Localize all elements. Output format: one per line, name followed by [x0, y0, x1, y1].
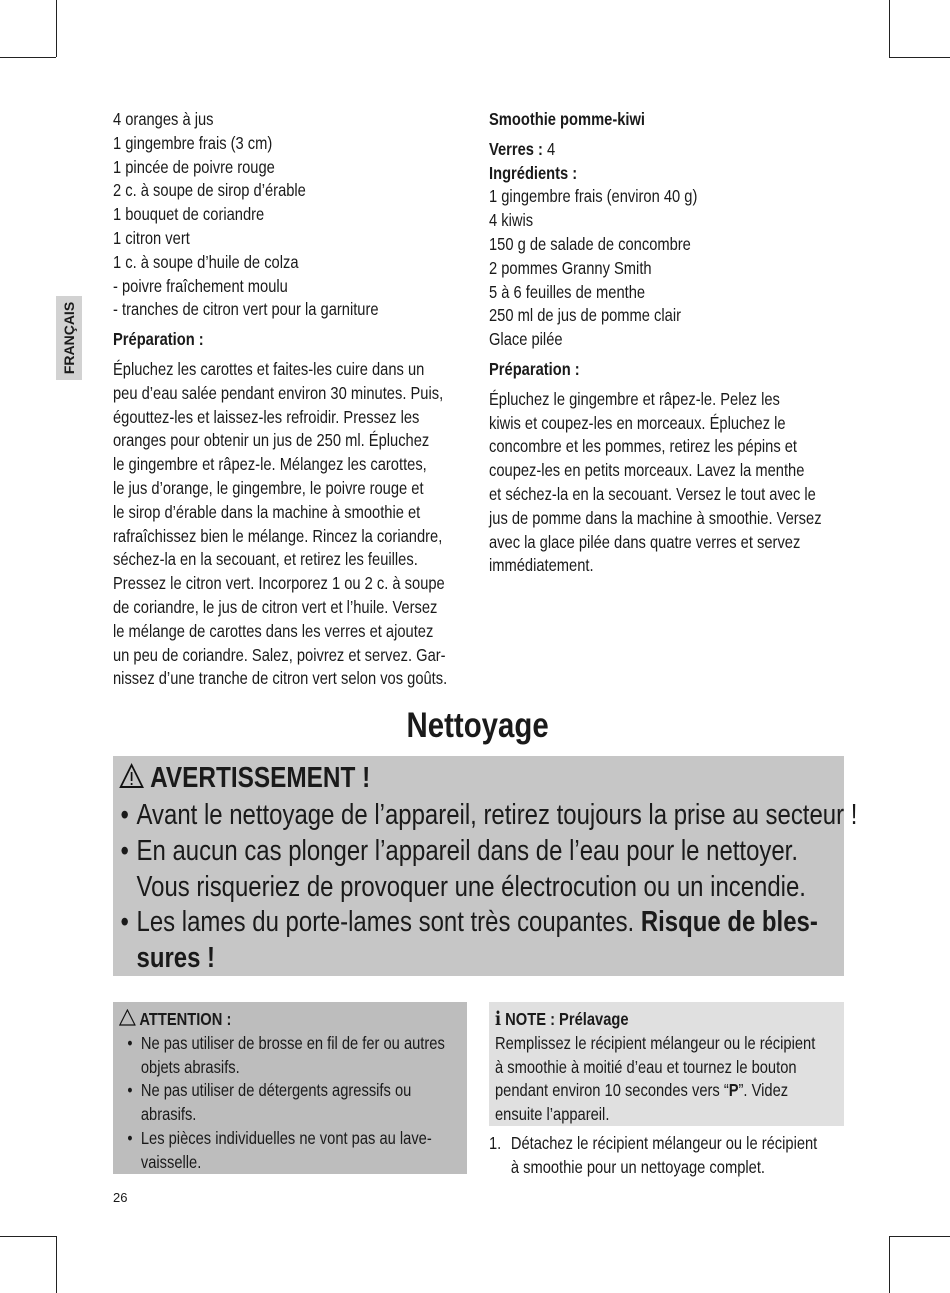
prep-line: rafraîchissez bien le mélange. Rincez la coriandre,	[113, 525, 443, 546]
prep-line: le mélange de carottes dans les verres et ajoutez	[113, 620, 434, 641]
attention-item	[119, 1032, 445, 1056]
ingredients-label: Ingrédients :	[489, 162, 578, 183]
note-title: NOTE : Prélavage	[505, 1009, 629, 1029]
prep-line: et séchez-la en la secouant. Versez le tout avec le	[489, 483, 816, 504]
prep-line: kiwis et coupez-les en morceaux. Épluchez le	[489, 412, 786, 433]
warning-box	[113, 756, 858, 976]
ingredient-list	[489, 185, 822, 352]
ingredient-item: 5 à 6 feuilles de menthe	[489, 281, 646, 302]
recipe-title: Smoothie pomme-kiwi	[489, 109, 646, 129]
prep-line: coupez-les en petits morceaux. Lavez la menthe	[489, 460, 805, 481]
ingredient-item: 1 pincée de poivre rouge	[113, 156, 275, 177]
glasses-value: 4	[542, 138, 556, 159]
warning-item: En aucun cas plonger l’appareil dans de l’eau pour le nettoyer.	[136, 834, 798, 867]
warning-triangle-icon	[119, 763, 144, 789]
ingredient-item: 4 oranges à jus	[113, 109, 214, 129]
ingredient-item: 1 gingembre frais (environ 40 g)	[489, 186, 698, 207]
prep-line: oranges pour obtenir un jus de 250 ml. Épluchez	[113, 430, 430, 451]
attention-text: vaisselle.	[140, 1151, 202, 1172]
warning-item: Les lames du porte-lames sont très coupantes.	[136, 906, 641, 939]
attention-item	[119, 1056, 445, 1080]
ingredient-item: 2 c. à soupe de sirop d’érable	[113, 180, 306, 201]
attention-list	[119, 1032, 445, 1175]
bullet: •	[120, 906, 129, 939]
ingredient-item: 250 ml de jus de pomme clair	[489, 305, 682, 326]
prep-line: Pressez le citron vert. Incorporez 1 ou 2 c. à soupe	[113, 573, 445, 594]
note-line: pendant environ 10 secondes vers “	[495, 1080, 729, 1101]
warning-item: Avant le nettoyage de l’appareil, retirez toujours la prise au secteur !	[136, 799, 858, 831]
prep-text	[489, 388, 822, 578]
ingredient-item: 4 kiwis	[489, 210, 534, 231]
prep-line: immédiatement.	[489, 555, 594, 576]
prep-heading: Préparation :	[489, 358, 580, 379]
prep-text	[113, 358, 447, 691]
prep-line: le sirop d’érable dans la machine à smoothie et	[113, 501, 421, 522]
page-number: 26	[113, 1190, 128, 1205]
note-box	[489, 1002, 844, 1126]
prep-line: nissez d’une tranche de citron vert selon vos goûts.	[113, 668, 448, 689]
caution-triangle-icon	[119, 1009, 136, 1026]
attention-text: objets abrasifs.	[140, 1056, 240, 1077]
prep-line: un peu de coriandre. Salez, poivrez et servez. Gar-	[113, 644, 446, 665]
step-text: Détachez le récipient mélangeur ou le récipient	[510, 1133, 818, 1153]
language-label: FRANÇAIS	[61, 301, 77, 375]
attention-item	[119, 1127, 445, 1151]
prep-line: peu d’eau salée pendant environ 30 minutes. Puis,	[113, 382, 444, 403]
ingredient-item: - tranches de citron vert pour la garniture	[113, 299, 379, 320]
ingredient-item: 150 g de salade de concombre	[489, 233, 691, 254]
warning-title: AVERTISSEMENT !	[119, 762, 370, 795]
attention-text: abrasifs.	[140, 1104, 197, 1125]
section-title: Nettoyage	[406, 706, 550, 745]
ingredient-item: 1 bouquet de coriandre	[113, 204, 265, 225]
bullet: •	[127, 1032, 133, 1053]
note-line: ”. Videz	[738, 1080, 789, 1101]
prep-line: égouttez-les et laissez-les refroidir. Pressez les	[113, 406, 420, 427]
attention-title: ATTENTION :	[139, 1009, 232, 1029]
right-column	[489, 108, 885, 578]
left-column	[113, 108, 511, 691]
language-tab	[56, 296, 82, 380]
ingredient-item: - poivre fraîchement moulu	[113, 275, 288, 296]
prep-line: le gingembre et râpez-le. Mélangez les carottes,	[113, 454, 427, 475]
prep-line: Épluchez les carottes et faites-les cuire dans un	[113, 358, 425, 379]
prep-line: concombre et les pommes, retirez les pépins et	[489, 436, 798, 457]
info-icon: i	[495, 1008, 502, 1030]
attention-item	[119, 1103, 445, 1127]
bullet: •	[120, 834, 129, 867]
note-line: à smoothie à moitié d’eau et tournez le bouton	[495, 1056, 797, 1077]
prep-line: de coriandre, le jus de citron vert et l’huile. Versez	[113, 596, 438, 617]
note-line: ensuite l’appareil.	[495, 1104, 610, 1125]
ingredient-list	[113, 108, 447, 322]
attention-text: Ne pas utiliser de brosse en fil de fer ou autres	[140, 1032, 445, 1053]
prep-line: jus de pomme dans la machine à smoothie. Versez	[489, 507, 822, 528]
ingredient-item: 2 pommes Granny Smith	[489, 257, 652, 278]
ingredient-item: 1 c. à soupe d’huile de colza	[113, 251, 299, 272]
note-line: Remplissez le récipient mélangeur ou le récipient	[495, 1032, 816, 1053]
bullet: •	[127, 1080, 133, 1101]
warning-emphasis: Risque de bles-	[640, 906, 818, 939]
prep-line: séchez-la en la secouant, et retirez les feuilles.	[113, 549, 418, 570]
attention-item	[119, 1079, 445, 1103]
warning-emphasis-cont: sures !	[136, 942, 216, 975]
bullet: •	[127, 1127, 133, 1148]
step-1	[489, 1132, 880, 1180]
prep-line: avec la glace pilée dans quatre verres et servez	[489, 531, 801, 552]
glasses-label: Verres :	[489, 138, 543, 159]
attention-item	[119, 1151, 445, 1175]
prep-line: le jus d’orange, le gingembre, le poivre rouge et	[113, 477, 424, 498]
step-number: 1.	[489, 1133, 502, 1153]
bullet: •	[120, 799, 129, 831]
prep-line: Épluchez le gingembre et râpez-le. Pelez les	[489, 388, 780, 409]
step-text: à smoothie pour un nettoyage complet.	[510, 1156, 765, 1177]
attention-box	[113, 1002, 467, 1174]
ingredient-item: Glace pilée	[489, 329, 563, 350]
attention-text: Les pièces individuelles ne vont pas au lave-	[140, 1127, 432, 1148]
note-emphasis: P	[728, 1080, 739, 1101]
ingredient-item: 1 gingembre frais (3 cm)	[113, 132, 273, 153]
ingredient-item: 1 citron vert	[113, 227, 190, 248]
prep-heading: Préparation :	[113, 329, 204, 350]
attention-text: Ne pas utiliser de détergents agressifs ou	[140, 1080, 412, 1101]
warning-item-cont: Vous risqueriez de provoquer une électrocution ou un incendie.	[136, 870, 806, 903]
